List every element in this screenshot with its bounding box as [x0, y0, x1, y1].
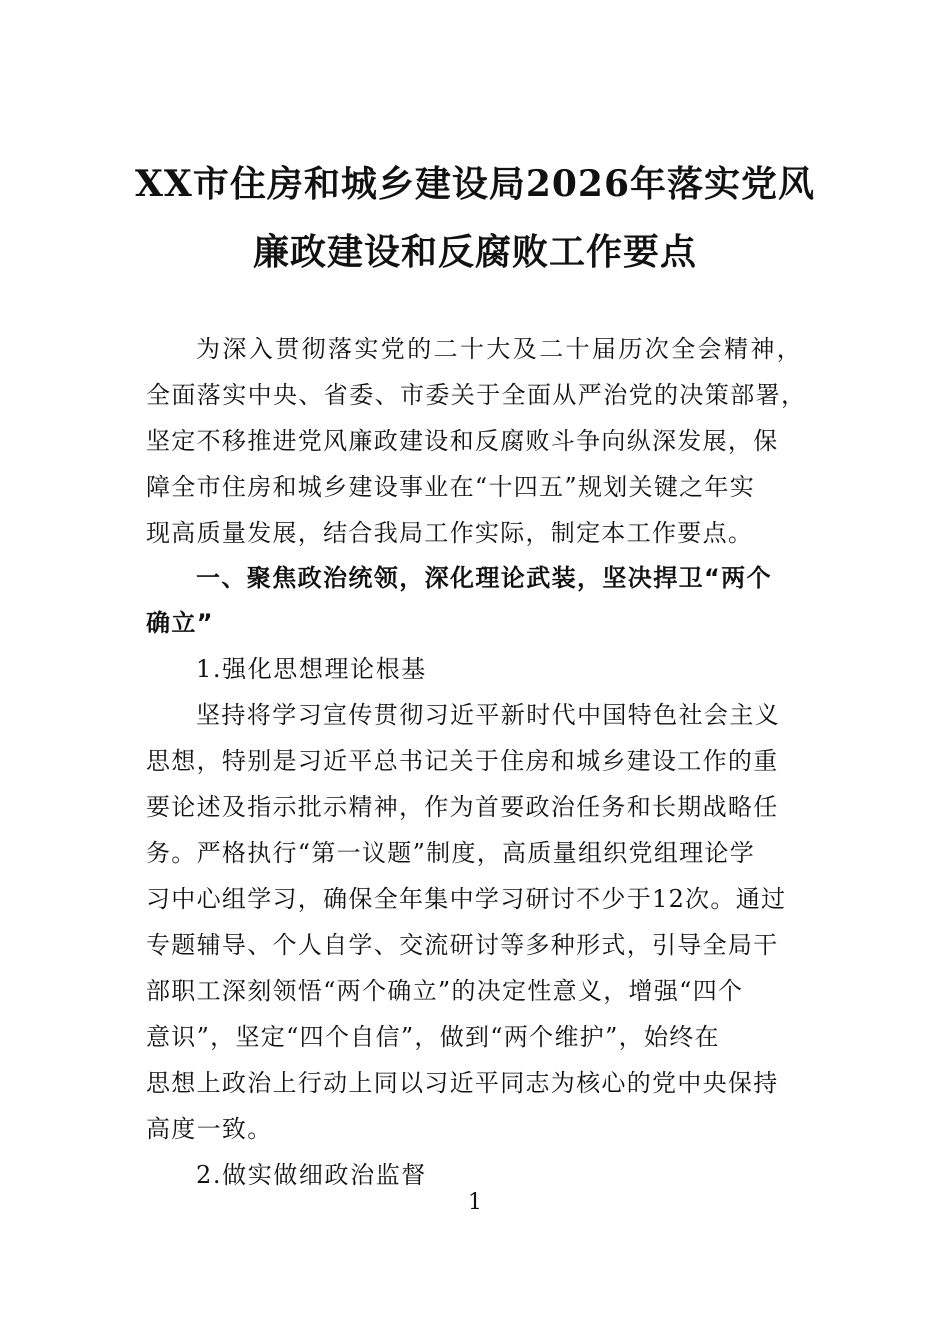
document-title-line-1: XX市住房和城乡建设局2026年落实党风: [134, 163, 816, 205]
item-1-paragraph-line: 部职工深刻领悟“两个确立”的决定性意义，增强“四个: [146, 977, 744, 1005]
intro-paragraph-line: 障全市住房和城乡建设事业在“十四五”规划关键之年实: [146, 473, 756, 501]
section-heading-line: 一、聚焦政治统领，深化理论武装，坚决捍卫“两个: [196, 564, 772, 592]
intro-paragraph-line: 现高质量发展，结合我局工作实际，制定本工作要点。: [146, 519, 754, 547]
item-1-paragraph-line: 思想上政治上行动上同以习近平同志为核心的党中央保持: [146, 1069, 779, 1097]
item-1-paragraph-line: 务。严格执行“第一议题”制度，高质量组织党组理论学: [146, 839, 756, 867]
item-1-paragraph-line: 要论述及指示批示精神，作为首要政治任务和长期战略任: [146, 793, 779, 821]
item-1-title: 1.强化思想理论根基: [196, 655, 427, 683]
intro-paragraph-line: 坚定不移推进党风廉政建设和反腐败斗争向纵深发展，保: [146, 427, 779, 455]
page-number: 1: [468, 1190, 482, 1215]
intro-paragraph-line: 全面落实中央、省委、市委关于全面从严治党的决策部署，: [146, 381, 807, 409]
section-heading-line: 确立”: [146, 609, 214, 637]
item-2-title: 2.做实做细政治监督: [196, 1161, 427, 1189]
item-1-paragraph-line: 思想，特别是习近平总书记关于住房和城乡建设工作的重: [146, 747, 779, 775]
document-title-line-2: 廉政建设和反腐败工作要点: [252, 231, 697, 273]
intro-paragraph-line: 为深入贯彻落实党的二十大及二十届历次全会精神，: [196, 335, 804, 363]
item-1-paragraph-line: 坚持将学习宣传贯彻习近平新时代中国特色社会主义: [196, 701, 781, 729]
item-1-paragraph-line: 专题辅导、个人自学、交流研讨等多种形式，引导全局干: [146, 931, 779, 959]
item-1-paragraph-line: 习中心组学习，确保全年集中学习研讨不少于12次。通过: [146, 885, 787, 913]
item-1-paragraph-line: 高度一致。: [146, 1115, 273, 1143]
item-1-paragraph-line: 意识”，坚定“四个自信”，做到“两个维护”，始终在: [146, 1023, 720, 1051]
